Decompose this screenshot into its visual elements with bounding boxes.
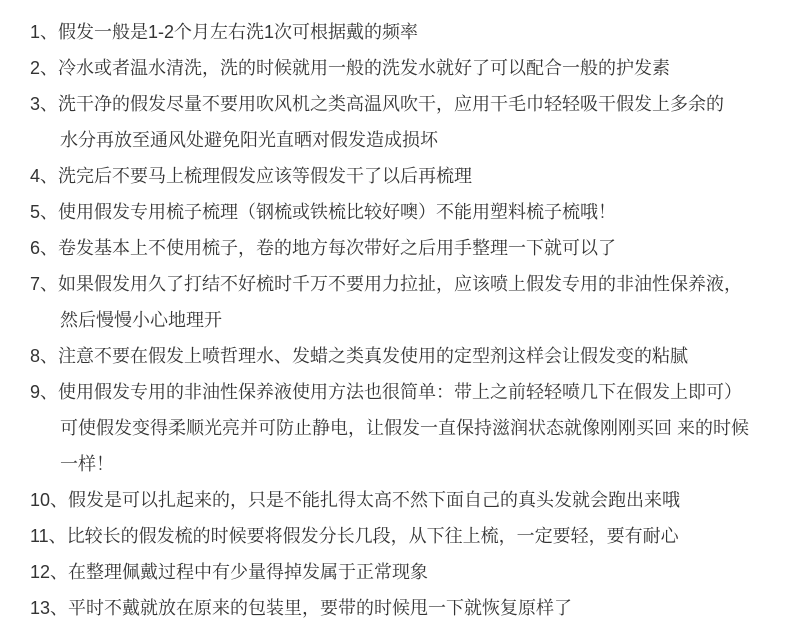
item-number: 6、: [30, 238, 59, 258]
instruction-item-3: [0, 86, 790, 158]
item-text: 可使假发变得柔顺光亮并可防止静电，让假发一直保持滋润状态就像刚刚买回 来的时候: [60, 418, 749, 438]
item-number: 11、: [30, 526, 67, 546]
instruction-item-6: [0, 230, 790, 266]
item-text: 冷水或者温水清洗，洗的时候就用一般的洗发水就好了可以配合一般的护发素: [58, 58, 671, 78]
item-text: 洗干净的假发尽量不要用吹风机之类高温风吹干，应用干毛巾轻轻吸干假发上多余的: [58, 94, 725, 114]
item-number: 8、: [30, 346, 59, 366]
item-number: 9、: [30, 382, 59, 402]
instruction-line-wrap: [0, 122, 790, 158]
instruction-line: [0, 266, 790, 302]
instruction-line: [0, 518, 790, 554]
instruction-line-wrap: [0, 410, 790, 446]
item-text: 平时不戴就放在原来的包装里，要带的时候甩一下就恢复原样了: [68, 598, 573, 618]
item-text: 在整理佩戴过程中有少量得掉发属于正常现象: [68, 562, 429, 582]
item-number: 12、: [30, 562, 69, 582]
item-number: 3、: [30, 94, 59, 114]
item-text: 一样！: [60, 454, 114, 474]
instruction-line: [0, 194, 790, 230]
item-number: 2、: [30, 58, 59, 78]
item-text: 水分再放至通风处避免阳光直晒对假发造成损坏: [60, 130, 438, 150]
instruction-line: [0, 482, 790, 518]
item-text: 假发是可以扎起来的，只是不能扎得太高不然下面自己的真头发就会跑出来哦: [68, 490, 681, 510]
instruction-line: [0, 554, 790, 590]
instruction-line: [0, 14, 790, 50]
instruction-line: [0, 338, 790, 374]
item-number: 13、: [30, 598, 69, 618]
instruction-item-13: [0, 590, 790, 626]
item-text: 然后慢慢小心地理开: [60, 310, 222, 330]
item-number: 10、: [30, 490, 69, 510]
item-text: 比较长的假发梳的时候要将假发分长几段，从下往上梳，一定要轻，要有耐心: [66, 526, 679, 546]
item-text: 洗完后不要马上梳理假发应该等假发干了以后再梳理: [58, 166, 473, 186]
instruction-item-1: [0, 14, 790, 50]
item-number: 1、: [30, 22, 59, 42]
instruction-line: [0, 86, 790, 122]
instruction-item-10: [0, 482, 790, 518]
instruction-item-8: [0, 338, 790, 374]
instruction-line: [0, 590, 790, 626]
item-text: 卷发基本上不使用梳子，卷的地方每次带好之后用手整理一下就可以了: [58, 238, 617, 258]
instruction-item-12: [0, 554, 790, 590]
item-text: 使用假发专用梳子梳理（钢梳或铁梳比较好噢）不能用塑料梳子梳哦！: [58, 202, 617, 222]
instruction-item-2: [0, 50, 790, 86]
instruction-item-7: [0, 266, 790, 338]
instruction-line-wrap: [0, 302, 790, 338]
instruction-item-9: [0, 374, 790, 482]
instruction-line-wrap: [0, 446, 790, 482]
instruction-item-11: [0, 518, 790, 554]
item-number: 4、: [30, 166, 59, 186]
item-text: 假发一般是1-2个月左右洗1次可根据戴的频率: [58, 22, 419, 42]
item-number: 5、: [30, 202, 59, 222]
instruction-line: [0, 50, 790, 86]
item-text: 注意不要在假发上喷哲理水、发蜡之类真发使用的定型剂这样会让假发变的粘腻: [58, 346, 689, 366]
item-text: 如果假发用久了打结不好梳时千万不要用力拉扯，应该喷上假发专用的非油性保养液，: [58, 274, 743, 294]
instruction-line: [0, 230, 790, 266]
item-number: 7、: [30, 274, 59, 294]
instruction-line: [0, 158, 790, 194]
item-text: 使用假发专用的非油性保养液使用方法也很简单：带上之前轻轻喷几下在假发上即可）: [58, 382, 743, 402]
instruction-item-5: [0, 194, 790, 230]
instruction-item-4: [0, 158, 790, 194]
instruction-line: [0, 374, 790, 410]
